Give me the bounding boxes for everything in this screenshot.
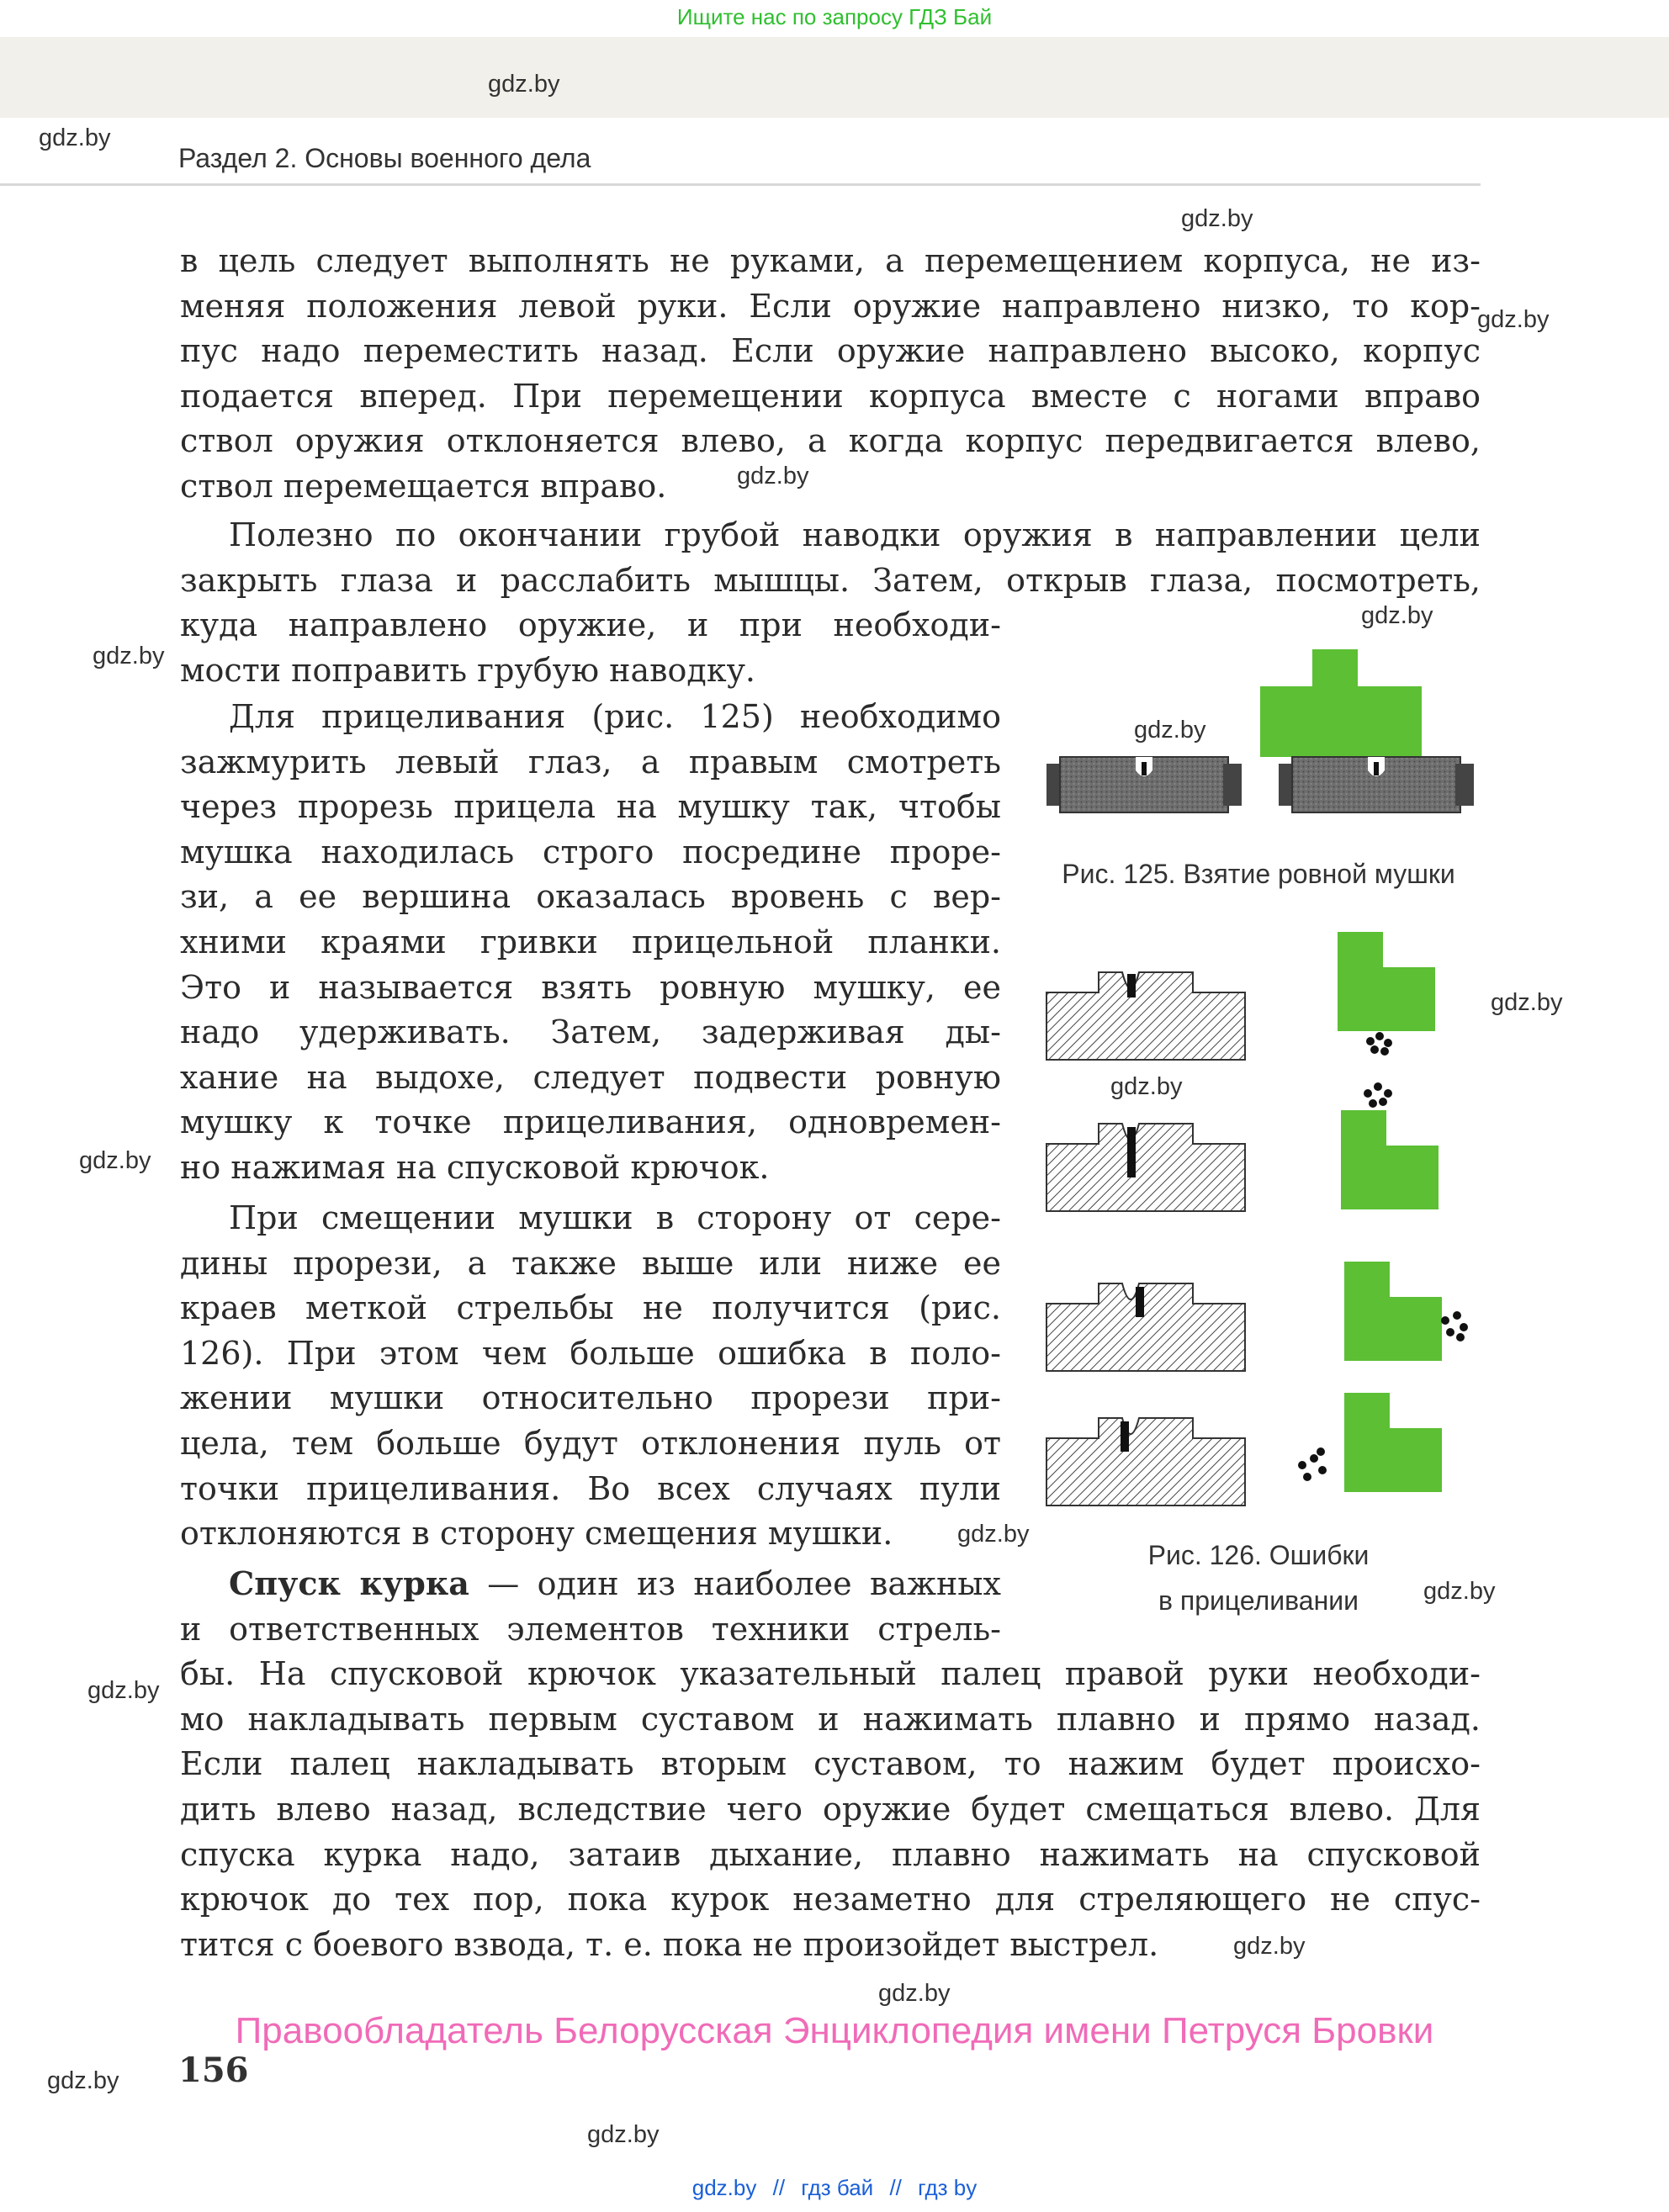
watermark: gdz.by [1491, 989, 1563, 1016]
watermark: gdz.by [1477, 306, 1550, 333]
watermark: gdz.by [587, 2121, 660, 2148]
watermark: gdz.by [957, 1521, 1030, 1548]
top-banner[interactable]: Ищите нас по запросу ГДЗ Бай [0, 0, 1669, 35]
watermark: gdz.by [39, 124, 111, 151]
link-gdz-by[interactable]: gdz.by [691, 2175, 757, 2200]
paragraph-1 [180, 239, 1481, 510]
rear-sight-bar [1046, 757, 1242, 812]
text-line: ствол перемещается вправо. [180, 467, 667, 505]
text-line: зи, а ее вершина оказалась вровень с вер- [180, 878, 1001, 916]
text-line: тится с боевого взвода, т. е. пока не произойдет выстрел. [180, 1925, 1159, 1963]
page-number: 156 [178, 2051, 249, 2090]
watermark: gdz.by [737, 463, 809, 489]
front-sight-aligned [1260, 649, 1474, 812]
text-line: Полезно по окончании грубой наводки оружия в направлении цели [229, 516, 1481, 553]
text-line: 126). При этом чем больше ошибка в поло- [180, 1334, 1001, 1372]
figure-125 [1040, 644, 1477, 829]
watermark: gdz.by [1110, 1073, 1183, 1100]
header-divider [0, 183, 1481, 186]
text-line: цела, тем больше будут отклонения пуль от [180, 1424, 1001, 1462]
text-line [180, 1561, 1001, 1607]
figure-125-caption: Рис. 125. Взятие ровной мушки [1062, 859, 1455, 889]
watermark: gdz.by [1233, 1933, 1306, 1960]
paragraph-3 [180, 695, 1001, 1191]
text-line: и ответственных элементов техники стрель- [180, 1610, 1001, 1648]
sight-error-row-1 [1046, 932, 1435, 1060]
text-line: жении мушки относительно прорези при- [180, 1379, 1001, 1417]
caption-line: в прицеливании [1158, 1585, 1359, 1616]
watermark: gdz.by [1181, 205, 1253, 232]
text-line: бы. На спусковой крючок указательный палец правой руки необходи- [180, 1655, 1481, 1693]
text-line: дины прорези, а также выше или ниже ее [180, 1244, 1001, 1282]
figure-126-caption [1099, 1532, 1418, 1623]
watermark: gdz.by [87, 1677, 160, 1704]
link-gdz-bai[interactable]: гдз бай [801, 2175, 874, 2200]
text-line: в цель следует выполнять не руками, а перемещением корпуса, не из- [180, 242, 1481, 279]
text-line: мушка находилась строго посредине проре- [180, 833, 1001, 871]
text-line: отклоняются в сторону смещения мушки. [180, 1515, 893, 1553]
watermark: gdz.by [878, 1980, 951, 2007]
link-separator: // [772, 2175, 786, 2200]
page-header [0, 37, 1669, 118]
sight-error-row-4 [1046, 1393, 1442, 1506]
text-line: надо удерживать. Затем, задерживая ды- [180, 1013, 1001, 1051]
text-line: мо накладывать первым суставом и нажимать плавно и прямо назад. [180, 1700, 1481, 1738]
text-line: Если палец накладывать вторым суставом, то нажим будет происхо- [180, 1745, 1481, 1783]
watermark: gdz.by [47, 2067, 119, 2094]
link-gdz-by-ru[interactable]: гдз by [918, 2175, 978, 2200]
text-line: Для прицеливания (рис. 125) необходимо [229, 698, 1001, 735]
text-line: крючок до тех пор, пока курок незаметно для стреляющего не спус- [180, 1881, 1481, 1918]
watermark: gdz.by [488, 71, 560, 98]
text-line: хними краями гривки прицельной планки. [180, 923, 1001, 960]
text-line: Это и называется взять ровную мушку, ее [180, 968, 1001, 1006]
text-line: При смещении мушки в сторону от сере- [229, 1199, 1001, 1236]
text-line: точки прицеливания. Во всех случаях пули [180, 1469, 1001, 1507]
section-title: Раздел 2. Основы военного дела [178, 143, 591, 173]
bottom-links [0, 2175, 1669, 2201]
text-line: через прорезь прицела на мушку так, чтобы [180, 788, 1001, 826]
text-line: куда направлено оружие, и при необходи- [180, 606, 1001, 644]
text-line: зажмурить левый глаз, а правым смотреть [180, 743, 1001, 781]
figure-126 [1040, 925, 1477, 1514]
paragraph-4 [180, 1196, 1001, 1557]
watermark: gdz.by [79, 1147, 151, 1174]
text-line: краев меткой стрельбы не получится (рис. [180, 1289, 1001, 1327]
text-line: спуска курка надо, затаив дыхание, плавно нажимать на спусковой [180, 1835, 1481, 1873]
text-fragment: — один из наиболее важных [469, 1565, 1001, 1602]
text-line: дить влево назад, вследствие чего оружие будет смещаться влево. Для [180, 1790, 1481, 1828]
text-line: пус надо переместить назад. Если оружие направлено высоко, корпус [180, 332, 1481, 370]
watermark: gdz.by [1134, 717, 1206, 744]
caption-line: Рис. 126. Ошибки [1147, 1540, 1370, 1570]
watermark: gdz.by [1423, 1578, 1496, 1605]
term-bold: Спуск курка [229, 1564, 469, 1602]
text-line: ствол оружия отклоняется влево, а когда корпус передвигается влево, [180, 422, 1481, 460]
copyright-notice: Правообладатель Белорусская Энциклопедия имени Петруся Бровки [235, 2010, 1434, 2051]
text-line: хание на выдохе, следует подвести ровную [180, 1058, 1001, 1096]
link-separator: // [889, 2175, 902, 2200]
text-line: подается вперед. При перемещении корпуса вместе с ногами вправо [180, 377, 1481, 415]
text-line: мушку к точке прицеливания, одновремен- [180, 1103, 1001, 1141]
watermark: gdz.by [1361, 602, 1433, 629]
sight-error-row-3 [1046, 1262, 1468, 1371]
watermark: gdz.by [93, 643, 165, 669]
text-line: мости поправить грубую наводку. [180, 651, 755, 689]
sight-error-row-2 [1046, 1082, 1439, 1211]
text-line: меняя положения левой руки. Если оружие направлено низко, то кор- [180, 287, 1481, 325]
text-line: закрыть глаза и расслабить мышцы. Затем, открыв глаза, посмотреть, [180, 561, 1481, 599]
text-line: но нажимая на спусковой крючок. [180, 1148, 770, 1186]
